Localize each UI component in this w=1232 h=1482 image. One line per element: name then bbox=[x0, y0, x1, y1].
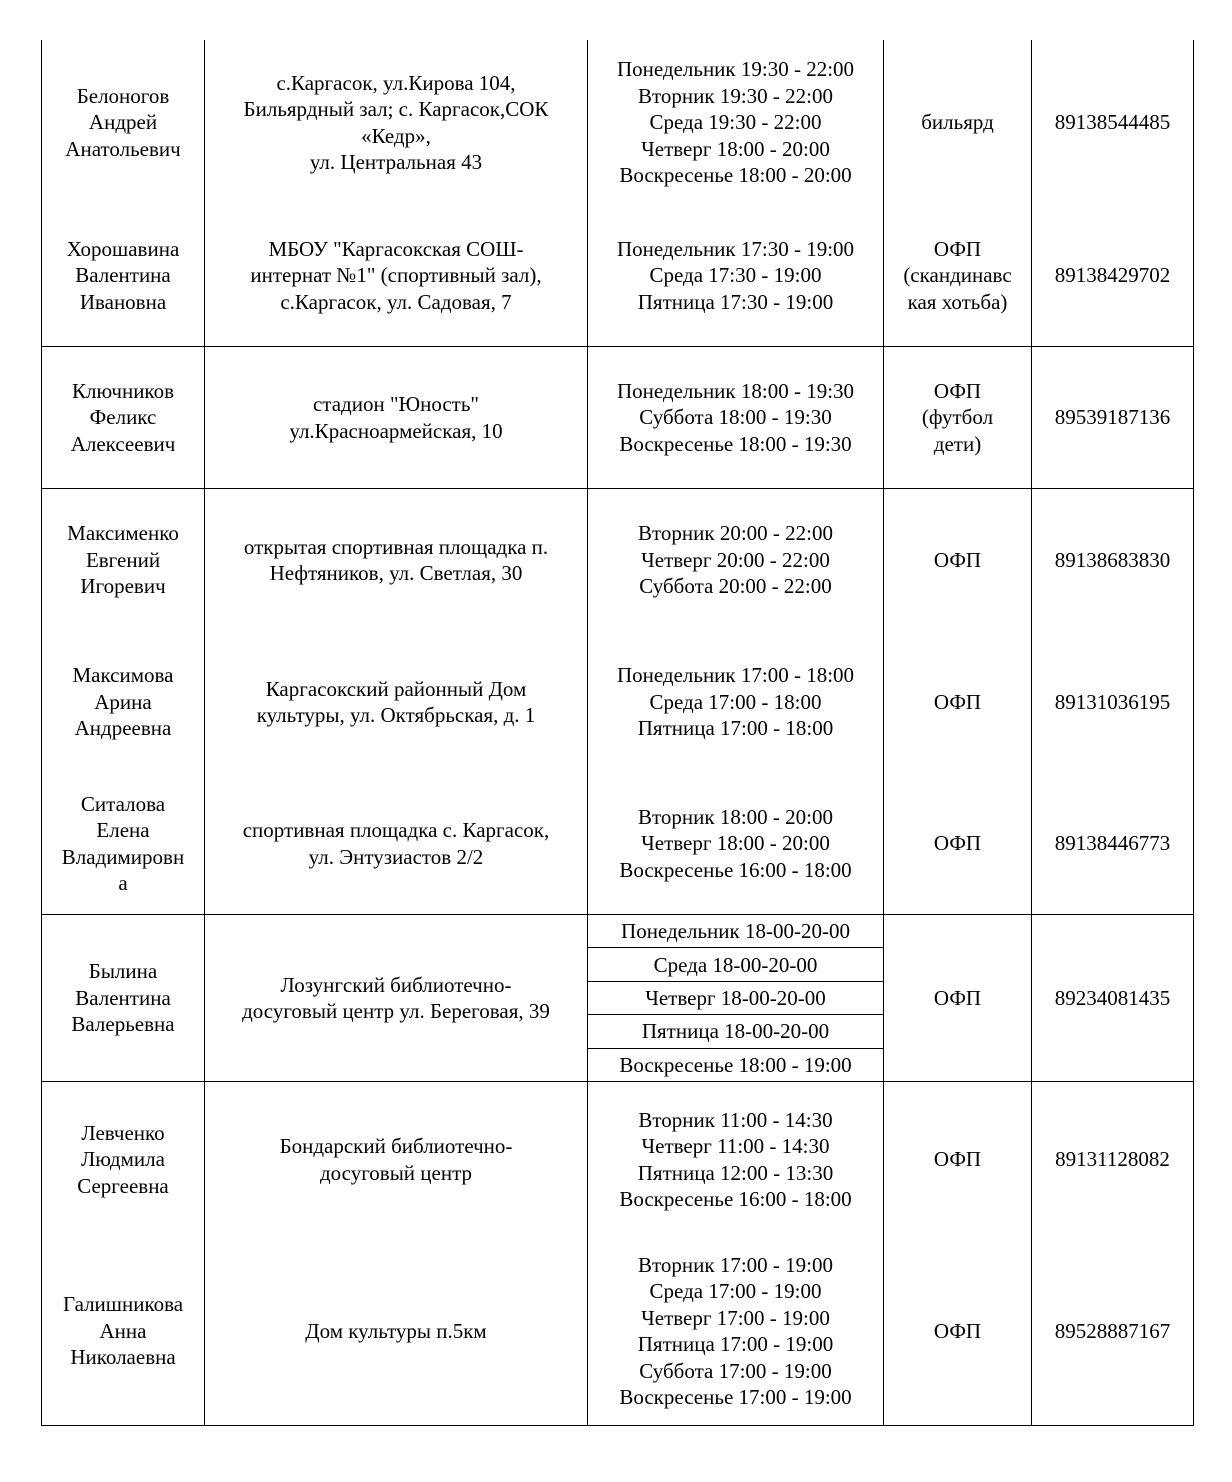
location-line: ул.Красноармейская, 10 bbox=[289, 418, 503, 443]
trainer-name-line: а bbox=[118, 871, 128, 895]
schedule-cell bbox=[588, 205, 884, 346]
trainer-name-line: Андрей bbox=[88, 110, 158, 135]
schedule-line: Четверг 20:00 - 22:00 bbox=[641, 547, 830, 572]
trainer-name-line: Людмила bbox=[81, 1147, 165, 1172]
schedule-line: Среда 17:00 - 19:00 bbox=[649, 1279, 822, 1303]
location-cell bbox=[205, 489, 588, 631]
phone-number: 89138446773 bbox=[1054, 831, 1171, 856]
trainer-name-line: Арина bbox=[94, 689, 152, 714]
trainer-name-line: Анна bbox=[99, 1318, 147, 1343]
table-row bbox=[41, 205, 1194, 347]
location-line: Лозунгский библиотечно- bbox=[280, 972, 512, 997]
location-cell bbox=[205, 205, 588, 346]
phone-number: 89138544485 bbox=[1054, 110, 1171, 135]
location-line: спортивная площадка с. Каргасок, bbox=[242, 818, 550, 842]
schedule-cell bbox=[588, 631, 884, 773]
trainer-name-cell bbox=[41, 631, 205, 773]
activity-line: бильярд bbox=[921, 110, 994, 135]
schedule-subcell bbox=[588, 1015, 883, 1048]
location-line: Бондарский библиотечно- bbox=[279, 1134, 513, 1158]
activity-line: ОФП bbox=[933, 547, 982, 572]
schedule-line: Четверг 18:00 - 20:00 bbox=[641, 136, 830, 161]
phone-number: 89234081435 bbox=[1054, 985, 1171, 1010]
phone-cell bbox=[1032, 347, 1194, 488]
activity-cell bbox=[884, 489, 1032, 631]
schedule-line: Суббота 20:00 - 22:00 bbox=[639, 574, 832, 599]
activity-line: ОФП bbox=[933, 985, 982, 1010]
schedule-line: Воскресенье 18:00 - 20:00 bbox=[619, 163, 852, 188]
phone-number: 89131128082 bbox=[1055, 1147, 1170, 1172]
schedule-line: Вторник 17:00 - 19:00 bbox=[638, 1252, 833, 1277]
schedule-line: Четверг 17:00 - 19:00 bbox=[641, 1305, 830, 1330]
table-row bbox=[41, 1082, 1194, 1237]
table-row bbox=[41, 347, 1194, 489]
location-line: Дом культуры п.5км bbox=[305, 1318, 487, 1343]
schedule-cell bbox=[588, 40, 884, 205]
schedule-table bbox=[41, 40, 1194, 1426]
activity-cell bbox=[884, 915, 1032, 1081]
schedule-line: Понедельник 17:30 - 19:00 bbox=[616, 236, 855, 261]
trainer-name-cell bbox=[41, 347, 205, 488]
trainer-name-line: Былина bbox=[88, 959, 158, 984]
trainer-name-line: Евгений bbox=[85, 547, 161, 572]
activity-cell bbox=[884, 1082, 1032, 1237]
trainer-name-cell bbox=[41, 915, 205, 1081]
schedule-line: Воскресенье 16:00 - 18:00 bbox=[619, 857, 852, 882]
schedule-line: Пятница 12:00 - 13:30 bbox=[637, 1160, 834, 1185]
phone-number: 89131036195 bbox=[1054, 689, 1171, 714]
table-row bbox=[41, 773, 1194, 915]
phone-number: 89539187136 bbox=[1054, 405, 1171, 430]
activity-cell bbox=[884, 1237, 1032, 1425]
trainer-name-line: Анатольевич bbox=[65, 136, 181, 161]
schedule-line: Воскресенье 18:00 - 19:30 bbox=[619, 431, 852, 456]
phone-cell bbox=[1032, 915, 1194, 1081]
phone-cell bbox=[1032, 773, 1194, 914]
schedule-line: Понедельник 17:00 - 18:00 bbox=[616, 663, 855, 688]
location-cell bbox=[205, 1237, 588, 1425]
trainer-name-line: Феликс bbox=[89, 405, 157, 430]
location-line: МБОУ "Каргасокская СОШ- bbox=[268, 236, 524, 261]
location-line: интернат №1" (спортивный зал), bbox=[250, 263, 542, 288]
location-line: открытая спортивная площадка п. bbox=[243, 534, 549, 559]
schedule-line: Вторник 18:00 - 20:00 bbox=[638, 804, 833, 829]
activity-line: кая хотьба) bbox=[907, 289, 1008, 314]
schedule-line: Среда 18-00-20-00 bbox=[653, 952, 818, 977]
trainer-name-cell bbox=[41, 1237, 205, 1425]
activity-line: ОФП bbox=[933, 831, 982, 856]
schedule-line: Понедельник 19:30 - 22:00 bbox=[616, 57, 855, 82]
phone-cell bbox=[1032, 1082, 1194, 1237]
location-cell bbox=[205, 1082, 588, 1237]
activity-cell bbox=[884, 631, 1032, 773]
trainer-name-line: Владимировн bbox=[61, 844, 185, 869]
trainer-name-line: Максимова bbox=[72, 663, 174, 688]
phone-cell bbox=[1032, 631, 1194, 773]
location-line: досуговый центр ул. Береговая, 39 bbox=[242, 999, 550, 1023]
activity-line: ОФП bbox=[933, 1318, 982, 1343]
trainer-name-line: Андреевна bbox=[74, 716, 172, 741]
activity-cell bbox=[884, 40, 1032, 205]
activity-cell bbox=[884, 347, 1032, 488]
location-line: Каргасокский районный Дом bbox=[265, 676, 527, 701]
schedule-line: Воскресенье 17:00 - 19:00 bbox=[619, 1385, 852, 1409]
table-row bbox=[41, 1237, 1194, 1426]
trainer-name-line: Ситалова bbox=[80, 791, 166, 816]
activity-line: ОФП bbox=[933, 689, 982, 714]
schedule-line: Пятница 17:30 - 19:00 bbox=[637, 289, 834, 314]
location-line: культуры, ул. Октябрьская, д. 1 bbox=[256, 703, 536, 727]
trainer-name-line: Валерьевна bbox=[71, 1012, 175, 1037]
schedule-line: Вторник 20:00 - 22:00 bbox=[638, 521, 833, 546]
activity-line: (футбол bbox=[921, 405, 994, 430]
trainer-name-line: Сергеевна bbox=[77, 1173, 169, 1198]
activity-line: ОФП bbox=[933, 1147, 982, 1172]
schedule-line: Среда 19:30 - 22:00 bbox=[649, 110, 822, 135]
table-row bbox=[41, 489, 1194, 631]
schedule-line: Суббота 17:00 - 19:00 bbox=[639, 1358, 832, 1383]
trainer-name-line: Валентина bbox=[75, 263, 171, 288]
phone-cell bbox=[1032, 1237, 1194, 1425]
trainer-name-line: Белоногов bbox=[76, 83, 170, 108]
phone-cell bbox=[1032, 205, 1194, 346]
schedule-line: Пятница 17:00 - 19:00 bbox=[637, 1332, 834, 1356]
schedule-line: Суббота 18:00 - 19:30 bbox=[639, 405, 832, 430]
activity-cell bbox=[884, 205, 1032, 346]
phone-number: 89138683830 bbox=[1054, 547, 1171, 572]
schedule-line: Понедельник 18-00-20-00 bbox=[621, 919, 850, 944]
schedule-line: Среда 17:00 - 18:00 bbox=[649, 689, 822, 714]
table-row bbox=[41, 915, 1194, 1082]
trainer-name-line: Максименко bbox=[67, 521, 179, 546]
trainer-name-cell bbox=[41, 773, 205, 914]
activity-line: ОФП bbox=[933, 378, 982, 403]
location-cell bbox=[205, 773, 588, 914]
location-line: ул. Энтузиастов 2/2 bbox=[308, 844, 484, 869]
schedule-cell bbox=[588, 773, 884, 914]
trainer-name-line: Галишникова bbox=[62, 1292, 184, 1317]
location-line: стадион "Юность" bbox=[312, 392, 480, 416]
trainer-name-line: Николаевна bbox=[70, 1345, 176, 1370]
schedule-cell bbox=[588, 489, 884, 631]
phone-number: 89528887167 bbox=[1054, 1318, 1171, 1343]
trainer-name-cell bbox=[41, 205, 205, 346]
location-line: «Кедр», bbox=[361, 123, 431, 148]
trainer-name-line: Валентина bbox=[75, 985, 171, 1010]
schedule-cell bbox=[588, 915, 884, 1081]
trainer-name-line: Левченко bbox=[81, 1120, 165, 1145]
trainer-name-line: Игоревич bbox=[80, 574, 166, 599]
activity-line: (скандинавс bbox=[903, 263, 1012, 288]
location-line: досуговый центр bbox=[319, 1160, 473, 1185]
schedule-line: Пятница 17:00 - 18:00 bbox=[637, 716, 834, 741]
schedule-subcell bbox=[588, 1049, 883, 1081]
schedule-line: Понедельник 18:00 - 19:30 bbox=[616, 378, 855, 403]
schedule-line: Четверг 18:00 - 20:00 bbox=[641, 831, 830, 856]
schedule-subcell bbox=[588, 982, 883, 1015]
location-cell bbox=[205, 347, 588, 488]
activity-line: дети) bbox=[933, 431, 982, 456]
schedule-line: Среда 17:30 - 19:00 bbox=[649, 263, 822, 288]
schedule-line: Четверг 18-00-20-00 bbox=[645, 986, 826, 1011]
location-line: с.Каргасок, ул.Кирова 104, bbox=[276, 70, 516, 95]
schedule-cell bbox=[588, 1082, 884, 1237]
trainer-name-line: Елена bbox=[96, 818, 150, 842]
activity-cell bbox=[884, 773, 1032, 914]
location-line: с.Каргасок, ул. Садовая, 7 bbox=[280, 289, 512, 314]
trainer-name-cell bbox=[41, 1082, 205, 1237]
location-line: Нефтяников, ул. Светлая, 30 bbox=[269, 561, 523, 585]
table-row bbox=[41, 631, 1194, 773]
schedule-line: Воскресенье 18:00 - 19:00 bbox=[619, 1052, 852, 1077]
schedule-line: Пятница 18-00-20-00 bbox=[641, 1019, 830, 1044]
phone-cell bbox=[1032, 489, 1194, 631]
schedule-cell bbox=[588, 1237, 884, 1425]
trainer-name-line: Алексеевич bbox=[70, 431, 176, 456]
trainer-name-line: Ивановна bbox=[79, 289, 167, 314]
location-line: Бильярдный зал; с. Каргасок,СОК bbox=[243, 97, 549, 121]
schedule-line: Четверг 11:00 - 14:30 bbox=[641, 1134, 830, 1158]
schedule-cell bbox=[588, 347, 884, 488]
schedule-line: Вторник 19:30 - 22:00 bbox=[637, 83, 833, 108]
phone-number: 89138429702 bbox=[1054, 263, 1171, 288]
table-row bbox=[41, 40, 1194, 205]
location-cell bbox=[205, 631, 588, 773]
phone-cell bbox=[1032, 40, 1194, 205]
trainer-name-line: Ключников bbox=[72, 378, 174, 403]
trainer-name-line: Хорошавина bbox=[66, 236, 180, 261]
location-cell bbox=[205, 915, 588, 1081]
trainer-name-cell bbox=[41, 40, 205, 205]
schedule-line: Вторник 11:00 - 14:30 bbox=[638, 1107, 833, 1132]
location-line: ул. Центральная 43 bbox=[309, 150, 483, 174]
schedule-subcell bbox=[588, 948, 883, 981]
schedule-subcell bbox=[588, 915, 883, 948]
schedule-line: Воскресенье 16:00 - 18:00 bbox=[619, 1187, 852, 1211]
activity-line: ОФП bbox=[933, 236, 982, 261]
trainer-name-cell bbox=[41, 489, 205, 631]
location-cell bbox=[205, 40, 588, 205]
